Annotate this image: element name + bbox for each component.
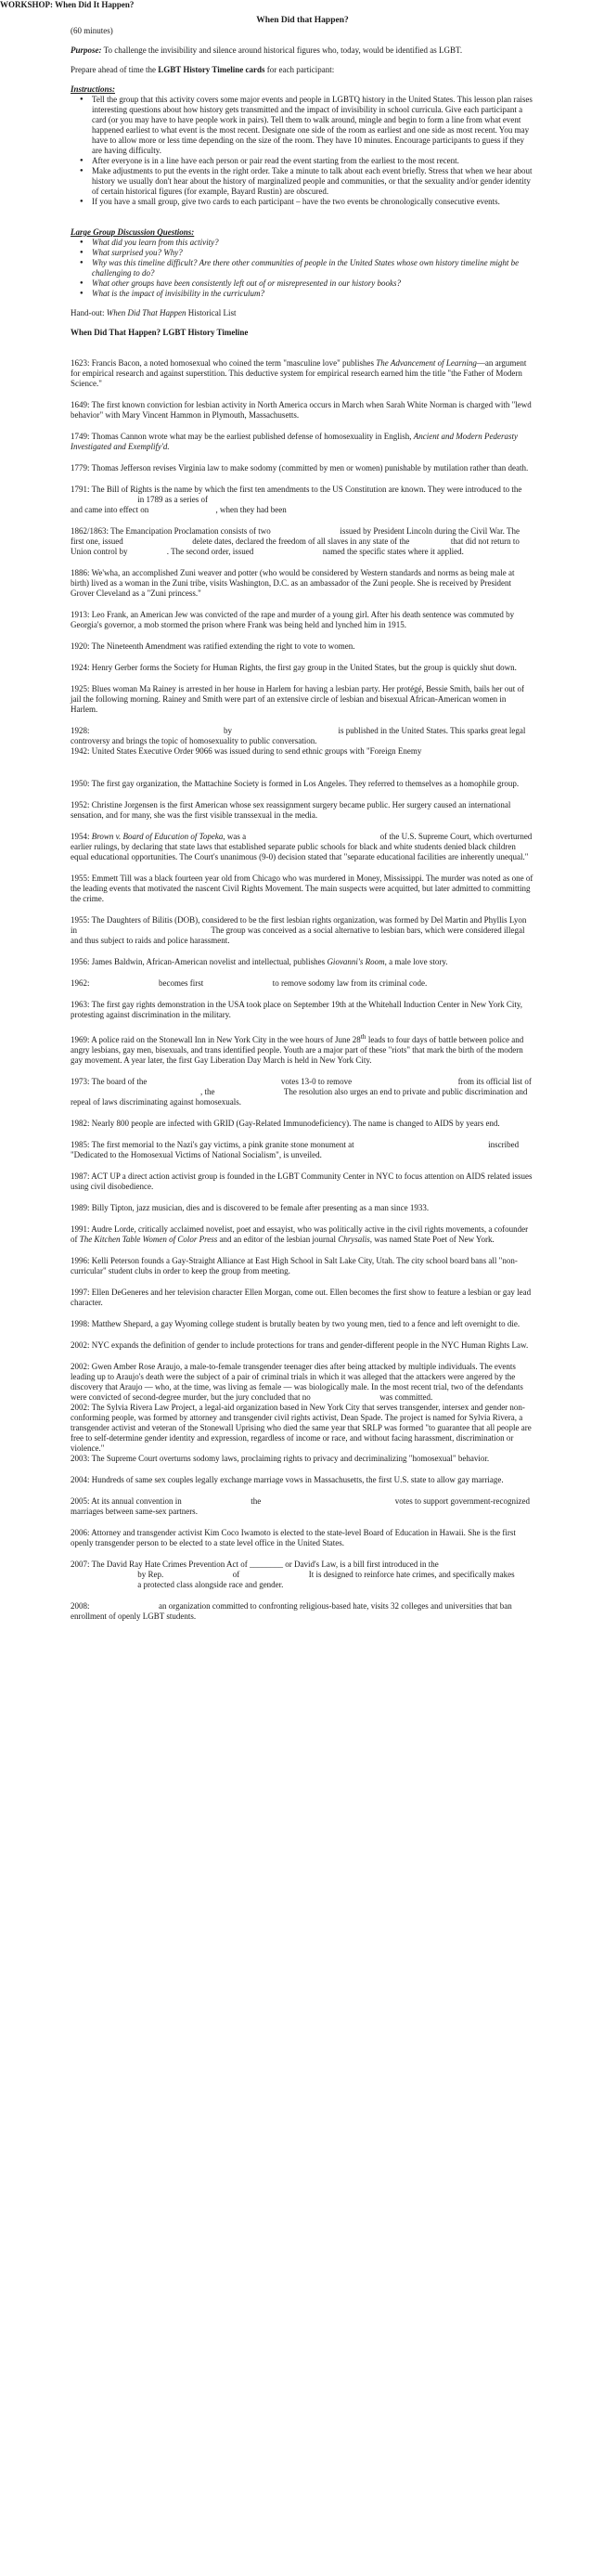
instruction-item: ● Tell the group that this activity covers some major events and people in LGBTQ history in the United States. This lesson plan raises interesting questions about how history gets transmitted and the impact of invisibility in school curricula. Give each participant a card (or you may have to have people work in pairs). Tell them to walk around, mingle and begin to form a line from what event happened earliest to what event is the most recent. Designate one side of the room as earliest and one side as most recent. You may have to allow more or less time depending on the size of the room. They have 10 minutes. Encourage participants to guess if they are having difficulty. [84, 95, 534, 156]
timeline-entry-1989: 1989: Billy Tipton, jazz musician, dies and is discovered to be female after presenting as a man since 1933. [71, 1203, 430, 1212]
discussion-question: ● What other groups have been consistently left out of or misrepresented in our history books? [84, 278, 534, 289]
timeline-entry-1920: 1920: The Nineteenth Amendment was ratified extending the right to vote to women. [71, 641, 355, 651]
timeline-entry-1956: 1956: James Baldwin, African-American novelist and intellectual, publishes Giovanni's Room, a male love story. [71, 957, 448, 966]
timeline-entry-1913: 1913: Leo Frank, an American Jew was convicted of the rape and murder of a young girl. After his death sentence was commuted by Georgia's governor, a mob stormed the prison where Frank was being held and lynched him in 1915. [71, 610, 515, 629]
timeline-entry-1886: 1886: We'wha, an accomplished Zuni weaver and potter (who would be considered by Western standards and norms as being male at birth) lived as a woman in the Zuni tribe, visits Washington, D.C. as an ambassador of the Zuni people. She is received by President Grover Cleveland as a "Zuni princess." [71, 568, 515, 598]
timeline-title: When Did That Happen? LGBT History Timeline [71, 328, 249, 337]
instruction-item: ● After everyone is in a line have each person or pair read the event starting from the earliest to the most recent. [84, 156, 534, 166]
timeline-entry-2002-srlp: 2002: The Sylvia Rivera Law Project, a legal-aid organization based in New York City that serves transgender, intersex and gender non-conforming people, was formed by attorney and transgender civil rights activist, Dean Spade. The project is named for Sylvia Rivera, a transgender activist and veteran of the Stonewall Uprising who died the same year that SRLP was formed "to guarantee that all people are free to self-determine gender identity and expression, regardless of income or race, and without facing harassment, discrimination or violence." [71, 1403, 532, 1453]
discussion-heading: Large Group Discussion Questions: [71, 227, 195, 237]
discussion-question: ● What surprised you? Why? [84, 248, 534, 258]
timeline-cards-label: LGBT History Timeline cards [158, 65, 265, 74]
timeline-entry-2008: 2008: an organization committed to confronting religious-based hate, visits 32 colleges and universities that ban enrollment of openly LGBT students. [71, 1601, 512, 1621]
timeline-entry-1973: 1973: The board of the votes 13-0 to remove from its official list of , the The resolution also urges an end to private and public discrimination and repeal of laws discriminating against homosexuals. [71, 1077, 532, 1107]
timeline-entry-1982: 1982: Nearly 800 people are infected with GRID (Gay-Related Immunodeficiency). The name is changed to AIDS by years end. [71, 1119, 500, 1128]
timeline-entry-1791: 1791: The Bill of Rights is the name by which the first ten amendments to the US Constitution are known. They were introduced to the in 1789 as a series of and came into effect on , when they had been [71, 485, 522, 514]
purpose-label: Purpose: [71, 45, 102, 55]
timeline-entry-2005: 2005: At its annual convention in the votes to support government-recognized marriages between same-sex partners. [71, 1496, 530, 1516]
handout-line: Hand-out: When Did That Happen Historical List [71, 308, 237, 317]
purpose-paragraph [71, 45, 534, 56]
timeline-entry-1962: 1962: becomes first to remove sodomy law from its criminal code. [71, 978, 428, 988]
timeline-entry-1649: 1649: The first known conviction for lesbian activity in North America occurs in March when Sarah White Norman is charged with "lewd behavior" with Mary Vincent Hammon in Plymouth, Massachusetts. [71, 400, 532, 420]
timeline-entry-1942: 1942: United States Executive Order 9066 was issued during to send ethnic groups with "Foreign Enemy [71, 746, 422, 756]
timeline-entry-1969: 1969: A police raid on the Stonewall Inn in New York City in the wee hours of June 28th leads to four days of battle between police and angry lesbians, gay men, bisexuals, and trans identified people. Youth are a major part of these "riots" that mark the birth of the modern gay movement. A year later, the first Gay Liberation Day March is held in New York City. [71, 1032, 524, 1065]
discussion-question: ● What did you learn from this activity? [84, 238, 534, 248]
timeline-entry-1952: 1952: Christine Jorgensen is the first American whose sex reassignment surgery became public. Her surgery caused an international sensation, and for many, she was the first visible transsexual in the media. [71, 800, 511, 820]
timeline-entry-2006: 2006: Attorney and transgender activist Kim Coco Iwamoto is elected to the state-level Board of Education in Hawaii. She is the first openly transgender person to be elected to a state level office in the United States. [71, 1528, 516, 1547]
timeline-entry-1998: 1998: Matthew Shepard, a gay Wyoming college student is brutally beaten by two young men, tied to a fence and left overnight to die. [71, 1319, 520, 1328]
page-title: When Did that Happen? [256, 16, 349, 25]
instructions-list [71, 95, 534, 207]
timeline-entry-1985: 1985: The first memorial to the Nazi's gay victims, a pink granite stone monument at inscribed "Dedicated to the Homosexual Victims of National Socialism", is unveiled. [71, 1140, 520, 1159]
timeline-entry-1862: 1862/1863: The Emancipation Proclamation consists of two issued by President Lincoln during the Civil War. The first one, issued delete dates, declared the freedom of all slaves in any state of the that did not return to Union control by . The second order, issued named the specific states where it applied. [71, 526, 520, 556]
timeline-entry-1928: 1928: by is published in the United States. This sparks great legal controversy and brings the topic of homosexuality to public conversation. [71, 726, 526, 745]
timeline-entry-1955-dob: 1955: The Daughters of Bilitis (DOB), considered to be the first lesbian rights organization, was formed by Del Martin and Phyllis Lyon in The group was conceived as a social alternative to lesbian bars, which were considered illegal and thus subject to raids and police harassment. [71, 915, 527, 945]
timeline-entry-1623: 1623: Francis Bacon, a noted homosexual who coined the term "masculine love" publishes The Advancement of Learning—an argument for empirical research and against superstition. This deductive system for empirical research earned him the title "the Father of Modern Science." [71, 358, 527, 388]
timeline-entry-1925: 1925: Blues woman Ma Rainey is arrested in her house in Harlem for having a lesbian party. Her protégé, Bessie Smith, bails her out of jail the following morning. Rainey and Smith were part of an extensive circle of lesbian and bisexual African-American women in Harlem. [71, 684, 525, 714]
instruction-item: ● Make adjustments to put the events in the right order. Take a minute to talk about each event briefly. Stress that when we hear about history we usually don't hear about the history of marginalized people and communities, or that the sexuality and/or gender identity of certain historical figures (for example, Bayard Rustin) are obscured. [84, 166, 534, 197]
timeline-entry-1924: 1924: Henry Gerber forms the Society for Human Rights, the first gay group in the United States, but the group is quickly shut down. [71, 663, 517, 672]
timeline-entry-2004: 2004: Hundreds of same sex couples legally exchange marriage vows in Massachusetts, the first U.S. state to allow gay marriage. [71, 1475, 504, 1484]
discussion-list [71, 238, 534, 299]
timeline-entry-1987: 1987: ACT UP a direct action activist group is founded in the LGBT Community Center in NYC to focus attention on AIDS related issues using civil disobedience. [71, 1171, 533, 1191]
timeline-entry-2007: 2007: The David Ray Hate Crimes Prevention Act of ________ or David's Law, is a bill first introduced in the by Rep. of It is designed to reinforce hate crimes, and specifically makes a protected class alongside race and gender. [71, 1560, 515, 1589]
timeline-entry-1996: 1996: Kelli Peterson founds a Gay-Straight Alliance at East High School in Salt Lake City, Utah. The city school board bans all "non-curricular" student clubs in order to keep the group from meeting. [71, 1256, 518, 1275]
timeline-entry-1950: 1950: The first gay organization, the Mattachine Society is formed in Los Angeles. They referred to themselves as a homophile group. [71, 779, 520, 788]
timeline-entry-2002-araujo: 2002: Gwen Amber Rose Araujo, a male-to-female transgender teenager dies after being attacked by multiple individuals. The events leading up to Araujo's death were the subject of a pair of criminal trials in which it was alleged that the attackers were angered by the discovery that Araujo — who, at the time, was living as female — was biologically male. In the most recent trial, two of the defendants were convicted of second-degree murder, but the jury concluded that no was committed. [71, 1362, 523, 1402]
timeline-entry-1991: 1991: Audre Lorde, critically acclaimed novelist, poet and essayist, who was politically active in the civil rights movements, a cofounder of The Kitchen Table Women of Color Press and an editor of the lesbian journal Chrysalis, was named State Poet of New York. [71, 1224, 529, 1244]
instructions-heading: Instructions: [71, 84, 116, 94]
timeline-entry-1954: 1954: Brown v. Board of Education of Topeka, was a of the U.S. Supreme Court, which overturned earlier rulings, by declaring that state laws that established separate public schools for black and white students denied black children equal educational opportunities. The Court's unanimous (9-0) decision stated that "separate educational facilities are inherently unequal." [71, 832, 533, 861]
timeline-entry-1779: 1779: Thomas Jefferson revises Virginia law to make sodomy (committed by men or women) punishable by mutilation rather than death. [71, 463, 529, 472]
discussion-question: ● What is the impact of invisibility in the curriculum? [84, 289, 534, 299]
document-header: WORKSHOP: When Did It Happen? [0, 0, 135, 9]
instruction-item: ● If you have a small group, give two cards to each participant – have the two events be chronologically consecutive events. [84, 197, 534, 207]
timeline-entry-1749: 1749: Thomas Cannon wrote what may be the earliest published defense of homosexuality in English, Ancient and Modern Pederasty Investigated and Exemplify'd. [71, 432, 518, 451]
discussion-question: ● Why was this timeline difficult? Are there other communities of people in the United States whose own history timeline might be challenging to do? [84, 258, 534, 278]
timeline-entry-1997: 1997: Ellen DeGeneres and her television character Ellen Morgan, come out. Ellen becomes the first show to feature a lesbian or gay lead character. [71, 1288, 532, 1307]
timeline-entry-2003: 2003: The Supreme Court overturns sodomy laws, proclaiming rights to privacy and decriminalizing "homosexual" behavior. [71, 1454, 490, 1463]
timeline-entry-2002-nyc: 2002: NYC expands the definition of gender to include protections for trans and gender-different people in the NYC Human Rights Law. [71, 1340, 529, 1350]
duration: (60 minutes) [71, 26, 113, 35]
purpose-text: To challenge the invisibility and silence around historical figures who, today, would be identified as LGBT. [101, 45, 463, 55]
timeline-entry-1955-till: 1955: Emmett Till was a black fourteen year old from Chicago who was murdered in Money, Mississippi. The murder was noted as one of the leading events that motivated the nascent Civil Rights Movement. The main suspects were acquitted, but later admitted to committing the crime. [71, 874, 533, 903]
prep-paragraph: Prepare ahead of time the LGBT History Timeline cards for each participant: [71, 65, 335, 74]
timeline-entry-1963: 1963: The first gay rights demonstration in the USA took place on September 19th at the Whitehall Induction Center in New York City, protesting against discrimination in the military. [71, 1000, 523, 1019]
document-body [71, 16, 534, 1622]
